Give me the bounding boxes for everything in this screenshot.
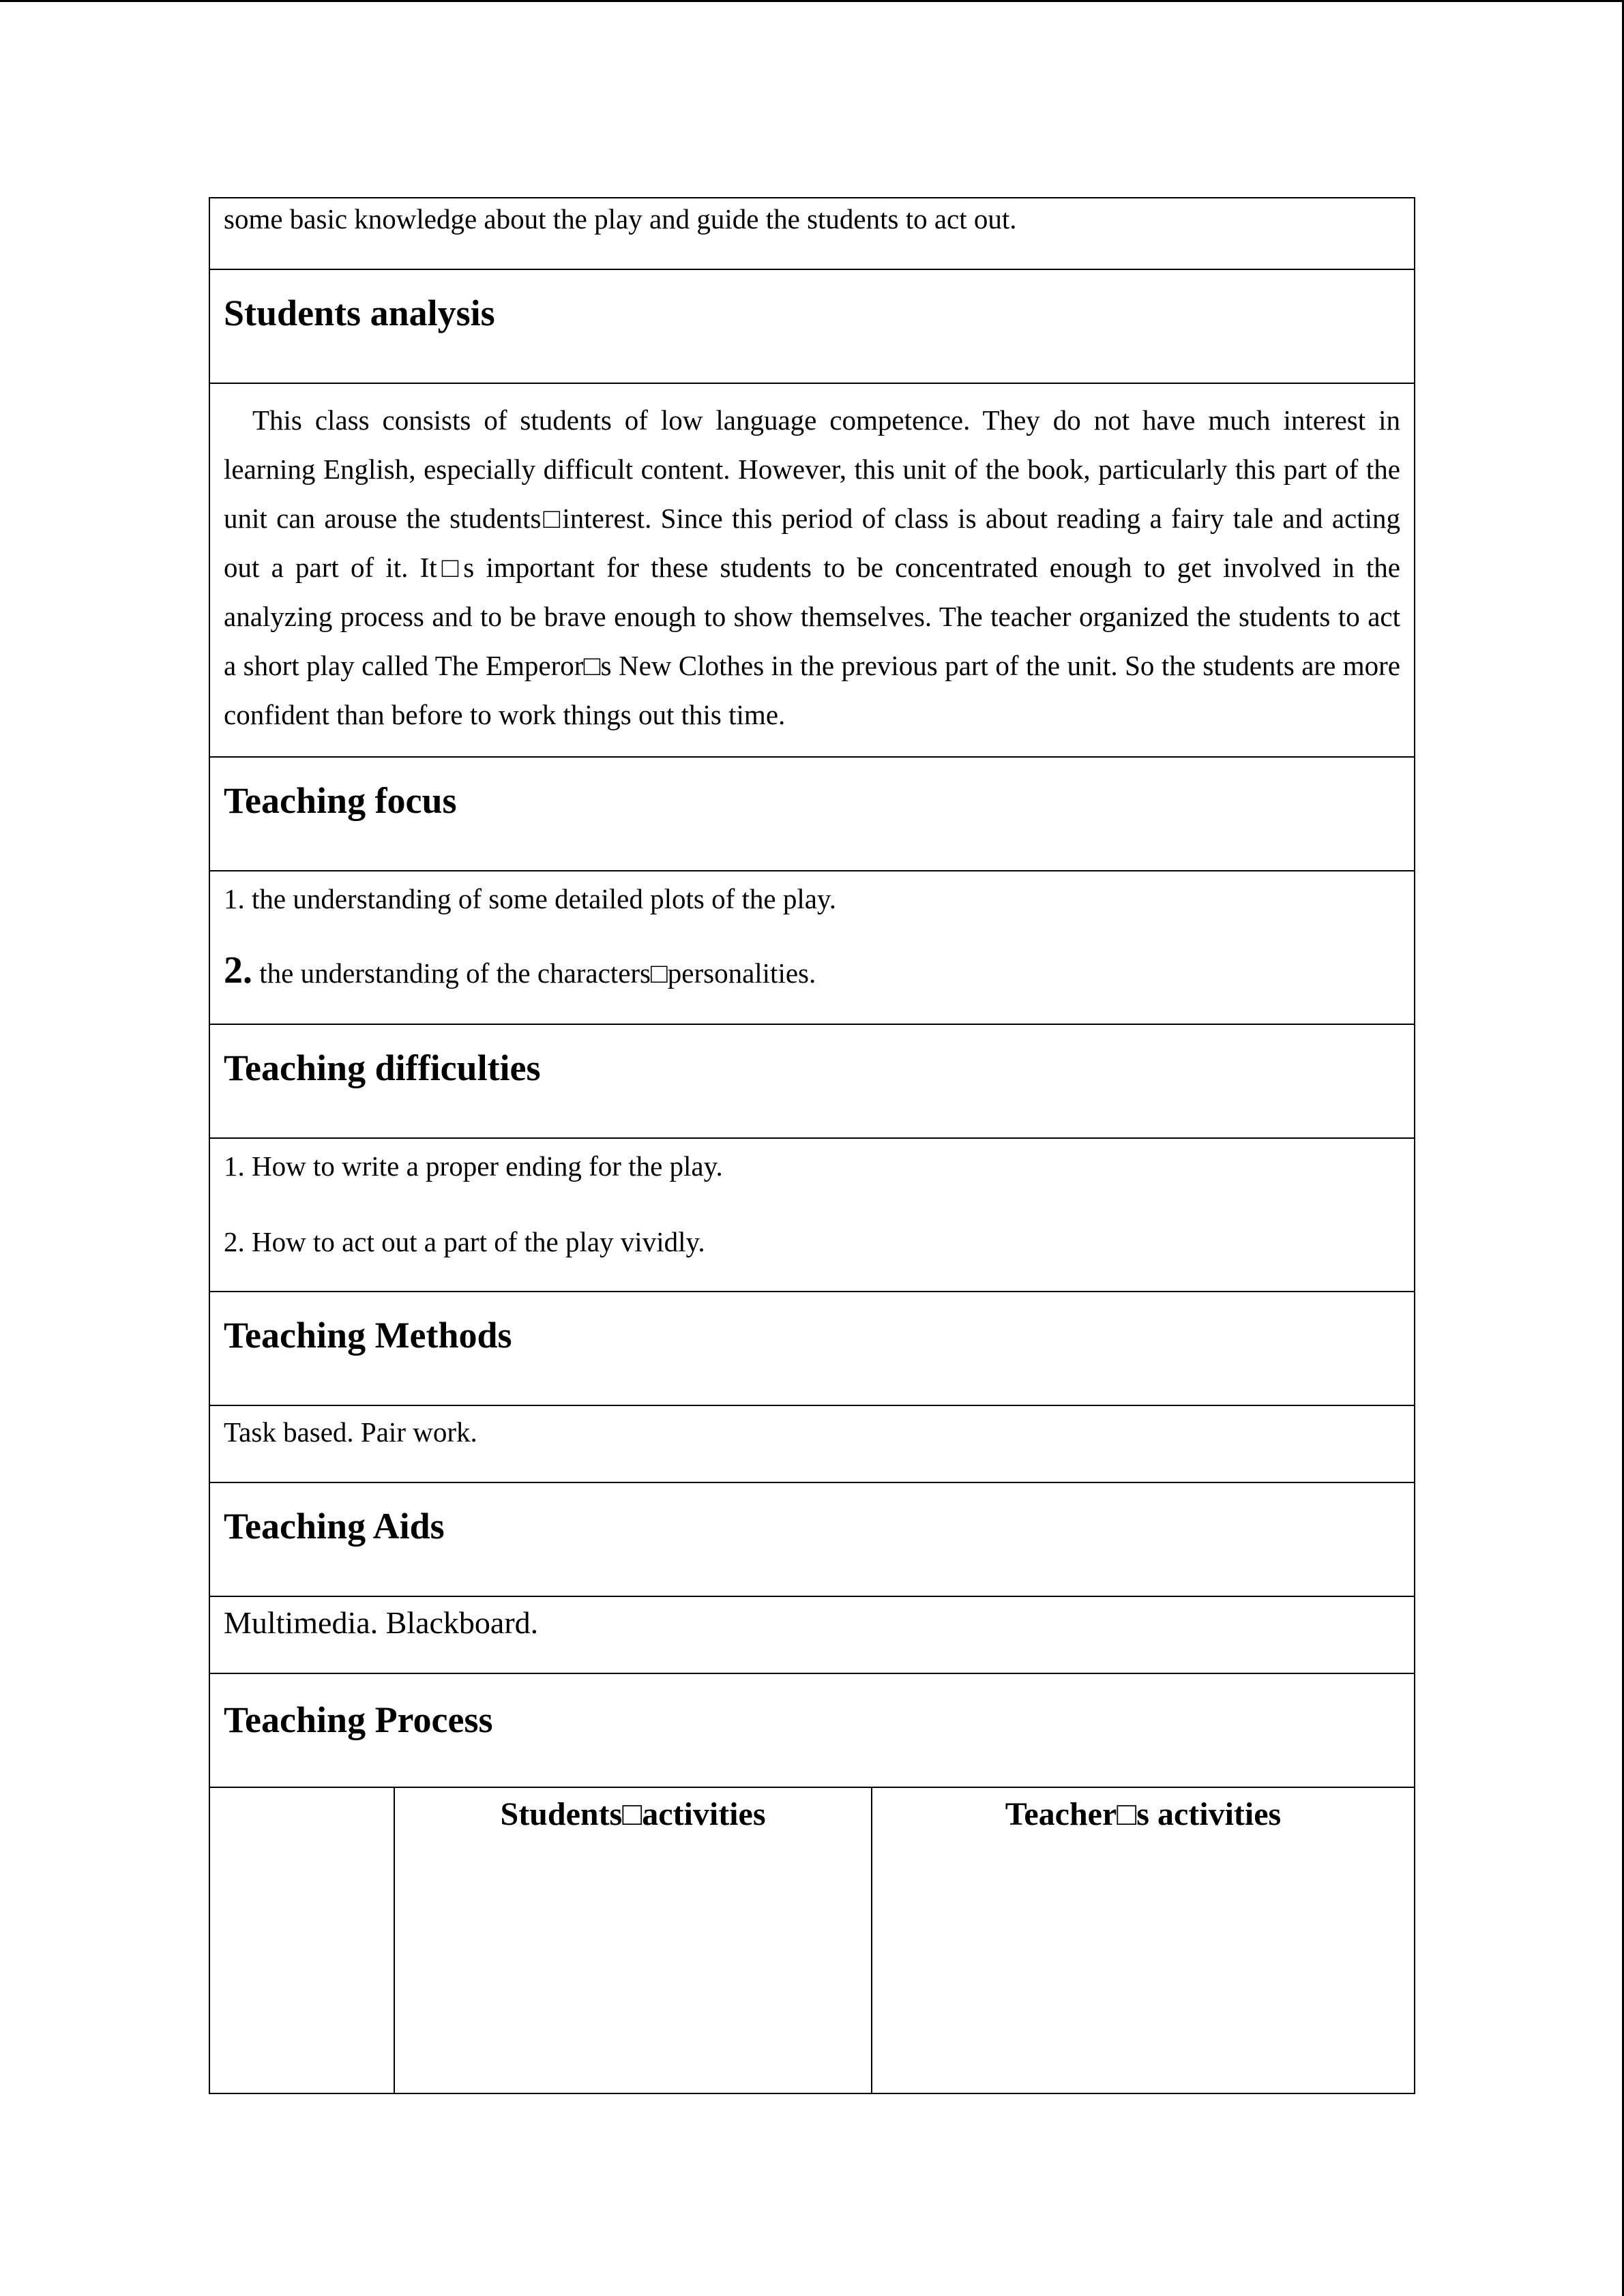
teacher-activities-column <box>872 1788 1414 2093</box>
teaching-aids-heading-row <box>210 1482 1414 1596</box>
teaching-process-table-row <box>210 1787 1414 2093</box>
teaching-aids-heading: Teaching Aids <box>224 1506 445 1547</box>
teaching-aids-body-row <box>210 1596 1414 1673</box>
teaching-process-heading: Teaching Process <box>224 1699 493 1740</box>
teaching-methods-body: Task based. Pair work. <box>224 1416 477 1448</box>
teaching-process-heading-row <box>210 1673 1414 1787</box>
page-top-border <box>0 0 1624 2</box>
teaching-focus-item-2-number: 2. <box>224 949 252 992</box>
teaching-focus-heading: Teaching focus <box>224 780 457 821</box>
students-activities-column <box>395 1788 872 2093</box>
teaching-aids-body: Multimedia. Blackboard. <box>224 1605 539 1640</box>
teaching-focus-heading-row <box>210 756 1414 870</box>
students-activities-header: Students□activities <box>500 1796 766 1832</box>
teaching-methods-heading: Teaching Methods <box>224 1315 512 1356</box>
teaching-difficulties-heading-row <box>210 1024 1414 1137</box>
teaching-methods-heading-row <box>210 1291 1414 1405</box>
lesson-plan-table <box>209 197 1415 2094</box>
intro-row <box>210 192 1414 269</box>
students-analysis-heading: Students analysis <box>224 293 495 333</box>
teaching-methods-body-row <box>210 1405 1414 1482</box>
teaching-difficulties-item-2: 2. How to act out a part of the play vividly. <box>224 1226 705 1257</box>
students-analysis-heading-row <box>210 269 1414 383</box>
students-analysis-body-row <box>210 383 1414 756</box>
intro-text: some basic knowledge about the play and guide the students to act out. <box>224 203 1017 235</box>
teaching-focus-item-1: 1. the understanding of some detailed plots of the play. <box>224 883 836 914</box>
teacher-activities-header: Teacher□s activities <box>1005 1796 1282 1832</box>
teaching-difficulties-body-row <box>210 1137 1414 1291</box>
teaching-difficulties-item-1: 1. How to write a proper ending for the play. <box>224 1150 723 1182</box>
teaching-focus-item-2 <box>210 913 1414 992</box>
teaching-focus-body-row <box>210 870 1414 1024</box>
teaching-focus-item-2-text: the understanding of the characters□personalities. <box>252 957 816 989</box>
teaching-process-stage-column <box>210 1788 395 2093</box>
teaching-difficulties-heading: Teaching difficulties <box>224 1047 541 1088</box>
students-analysis-body: This class consists of students of low language competence. They do not have much interest in learning English, especially difficult content. However, this unit of the book, particularly this part of the unit can arouse the students□interest. Since this period of class is about reading a fairy tale and acting out a part of it. It□s important for these students to be concentrated enough to get involved in the analyzing process and to be brave enough to show themselves. The teacher organized the students to act a short play called The Emperor□s New Clothes in the previous part of the unit. So the students are more confident than before to work things out this time. <box>224 404 1400 730</box>
